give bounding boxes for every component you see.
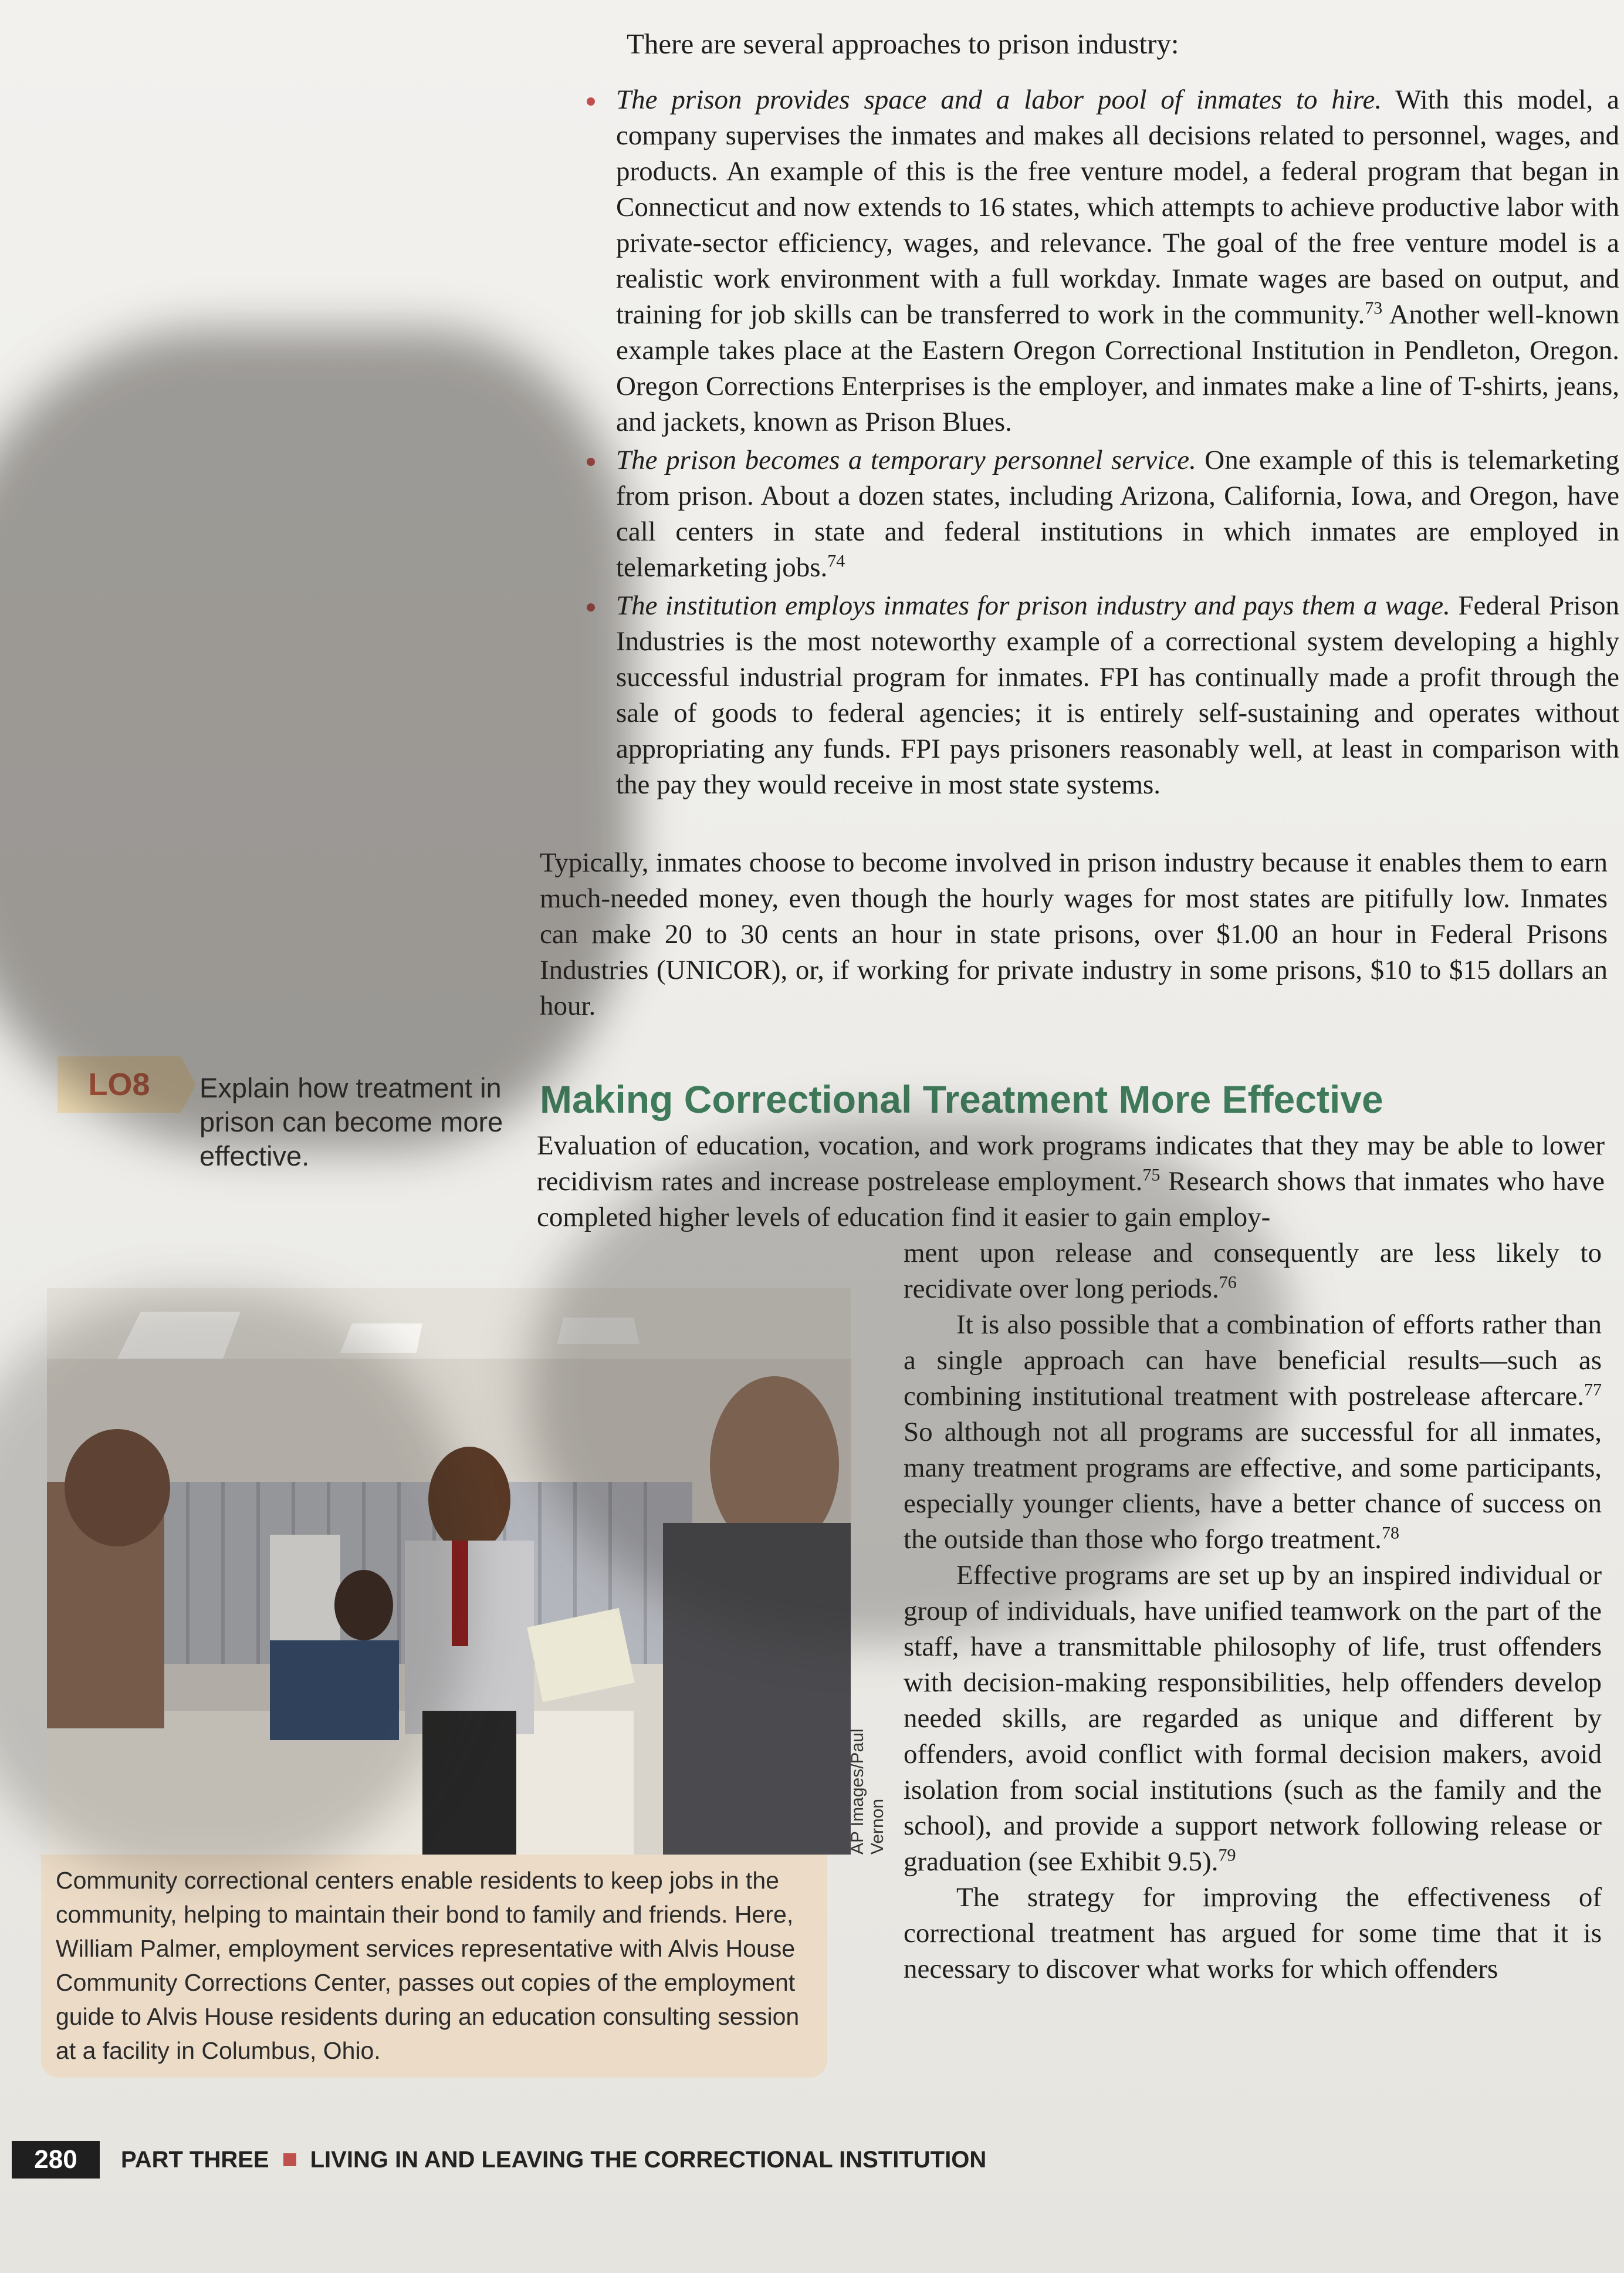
column-paragraph [904, 1880, 1602, 1987]
bullet-lead: The prison becomes a temporary personnel service. [616, 445, 1196, 475]
footnote-ref: 73 [1365, 298, 1383, 318]
list-item [587, 588, 1619, 803]
paragraph-evaluation [537, 1128, 1605, 1235]
list-item [587, 443, 1619, 586]
footnote-ref: 79 [1218, 1845, 1236, 1865]
right-column [904, 1235, 1602, 1987]
bullet-lead: The prison provides space and a labor pool of inmates to hire. [616, 85, 1382, 115]
hand-shadow [0, 329, 634, 1150]
column-paragraph [904, 1558, 1602, 1880]
separator-square-icon [283, 2153, 296, 2166]
photo-caption: Community correctional centers enable residents to keep jobs in the community, helping to maintain their bond to family and friends. Here, William Palmer, employment services representative with Alvis House Community Corrections Center, passes out copies of the employment guide to Alvis House residents during an education consulting session at a facility in Columbus, Ohio. [56, 1867, 800, 2064]
photo-credit: AP Images/Paul Vernon [848, 1728, 887, 1855]
paragraph-text: Evaluation of education, vocation, and work programs indicates that they may be able to lower recidivism rates and increase postrelease employment. [537, 1130, 1605, 1197]
paragraph-text: It is also possible that a combination of efforts rather than a single approach can have beneficial results—such as combining institutional treatment with postrelease aftercare. [904, 1309, 1602, 1411]
approaches-list [587, 82, 1619, 805]
bullet-text: Federal Prison Industries is the most noteworthy example of a correctional system developing a highly successful industrial program for inmates. FPI has continually made a profit through the sale of goods to federal agencies; it is entirely self-sustaining and operates without appropriating any funds. FPI pays prisoners reasonably well, at least in comparison with the pay they would receive in most state systems. [616, 590, 1619, 800]
bullet-text: One example of this is telemarketing from prison. About a dozen states, including Arizona, California, Iowa, and Oregon, have call centers in state and federal institutions in which inmates are employed in telemarketing jobs. [616, 445, 1619, 583]
footnote-ref: 78 [1381, 1523, 1399, 1543]
learning-objective-badge: LO8 [57, 1056, 181, 1113]
page-number: 280 [12, 2141, 100, 2179]
bullet-text-cont: Another well-known example takes place at the Eastern Oregon Correctional Institution in Pendleton, Oregon. Oregon Corrections Enterprises is the employer, and inmates make a line of T-shirts, jeans, and jackets, known as Prison Blues. [616, 299, 1619, 437]
section-label: LIVING IN AND LEAVING THE CORRECTIONAL INSTITUTION [310, 2146, 987, 2173]
learning-objective-text: Explain how treatment in prison can become more effective. [199, 1072, 503, 1171]
part-label: PART THREE [121, 2146, 269, 2173]
column-paragraph [904, 1307, 1602, 1558]
paragraph-text-cont: So although not all programs are successful for all inmates, many treatment programs are effective, and some participants, especially younger clients, have a better chance of success on the outside than those who forgo treatment. [904, 1417, 1602, 1555]
paragraph-text: ment upon release and consequently are less likely to recidivate over long periods. [904, 1238, 1602, 1304]
footnote-ref: 76 [1219, 1272, 1237, 1292]
paragraph-text: The strategy for improving the effectiveness of correctional treatment has argued for some time that it is necessary to discover what works for which offenders [904, 1882, 1602, 1984]
column-paragraph [904, 1235, 1602, 1307]
footnote-ref: 77 [1584, 1380, 1602, 1400]
list-item [587, 82, 1619, 440]
classroom-photo [47, 1288, 851, 1855]
page-footer [0, 2136, 1173, 2183]
footnote-ref: 75 [1142, 1165, 1161, 1185]
intro-line: There are several approaches to prison industry: [627, 28, 1179, 60]
paragraph-typically: Typically, inmates choose to become involved in prison industry because it enables them to earn much-needed money, even though the hourly wages for most states are pitifully low. Inmates can make 20 to 30 cents an hour in state prisons, over $1.00 an hour in Federal Prisons Industries (UNICOR), or, if working for private industry in some prisons, $10 to $15 dollars an hour. [540, 847, 1608, 1021]
paragraph-text-cont: Research shows that inmates who have completed higher levels of education find it easier to gain employ- [537, 1166, 1605, 1232]
footnote-ref: 74 [827, 551, 845, 571]
bullet-lead: The institution employs inmates for prison industry and pays them a wage. [616, 590, 1450, 621]
photo-illustration [47, 1288, 851, 1855]
bullet-text: With this model, a company supervises the inmates and makes all decisions related to personnel, wages, and products. An example of this is the free venture model, a federal program that began in Connecticut and now extends to 16 states, which attempts to achieve productive labor with private-sector efficiency, wages, and relevance. The goal of the free venture model is a realistic work environment with a full workday. Inmate wages are based on output, and training for job skills can be transferred to work in the community. [616, 85, 1619, 330]
paragraph-text: Effective programs are set up by an inspired individual or group of individuals, have unified teamwork on the part of the staff, have a transmittable philosophy of life, trust offenders with decision-making responsibilities, help offenders develop needed skills, are regarded as unique and different by offenders, avoid conflict with formal decision makers, avoid isolation from social institutions (such as the family and the school), and provide a support network following release or graduation (see Exhibit 9.5). [904, 1560, 1602, 1877]
section-heading: Making Correctional Treatment More Effective [540, 1078, 1383, 1121]
